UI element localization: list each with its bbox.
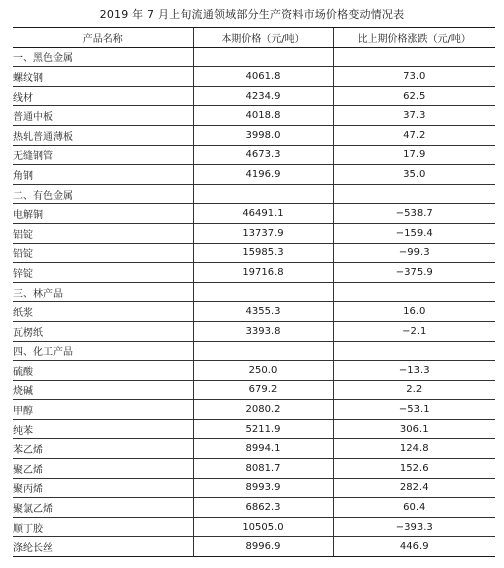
table-row xyxy=(13,537,495,557)
product-name-cell: 甲醇 xyxy=(13,400,193,420)
table-row xyxy=(13,145,495,165)
table-row xyxy=(13,361,495,381)
price-change-cell: 60.4 xyxy=(333,498,495,518)
price-change-cell: 17.9 xyxy=(333,145,495,165)
header-product-name: 产品名称 xyxy=(13,28,193,48)
product-name-cell: 聚乙烯 xyxy=(13,459,193,479)
current-price-cell: 8081.7 xyxy=(193,459,333,479)
header-price-change: 比上期价格涨跌（元/吨） xyxy=(333,28,495,48)
product-name-cell: 纸浆 xyxy=(13,302,193,322)
price-change-cell: 152.6 xyxy=(333,459,495,479)
product-name-cell: 角钢 xyxy=(13,165,193,185)
table-row xyxy=(13,106,495,126)
table-header-row xyxy=(13,28,495,48)
table-row xyxy=(13,243,495,263)
product-name-cell: 螺纹钢 xyxy=(13,67,193,87)
product-name-cell: 瓦楞纸 xyxy=(13,321,193,341)
current-price-cell: 4196.9 xyxy=(193,165,333,185)
product-name-cell: 涤纶长丝 xyxy=(13,537,193,557)
price-change-cell: −538.7 xyxy=(333,204,495,224)
table-row xyxy=(13,439,495,459)
section-label: 四、化工产品 xyxy=(13,341,193,361)
product-name-cell: 顺丁胶 xyxy=(13,517,193,537)
table-row xyxy=(13,321,495,341)
table-row xyxy=(13,400,495,420)
empty-cell xyxy=(193,282,333,302)
table-row xyxy=(13,302,495,322)
price-change-cell: 47.2 xyxy=(333,125,495,145)
table-row xyxy=(13,498,495,518)
header-current-price: 本期价格（元/吨） xyxy=(193,28,333,48)
price-change-cell: 306.1 xyxy=(333,419,495,439)
current-price-cell: 15985.3 xyxy=(193,243,333,263)
price-change-cell: 73.0 xyxy=(333,67,495,87)
section-row xyxy=(13,341,495,361)
empty-cell xyxy=(193,341,333,361)
price-change-cell: 282.4 xyxy=(333,478,495,498)
current-price-cell: 4234.9 xyxy=(193,86,333,106)
section-row xyxy=(13,47,495,67)
current-price-cell: 8996.9 xyxy=(193,537,333,557)
empty-cell xyxy=(333,282,495,302)
table-row xyxy=(13,380,495,400)
price-change-cell: 16.0 xyxy=(333,302,495,322)
product-name-cell: 电解铜 xyxy=(13,204,193,224)
price-change-cell: 35.0 xyxy=(333,165,495,185)
table-title: 2019 年 7 月上旬流通领域部分生产资料市场价格变动情况表 xyxy=(99,8,405,21)
price-change-cell: 124.8 xyxy=(333,439,495,459)
current-price-cell: 679.2 xyxy=(193,380,333,400)
product-name-cell: 线材 xyxy=(13,86,193,106)
product-name-cell: 聚丙烯 xyxy=(13,478,193,498)
current-price-cell: 6862.3 xyxy=(193,498,333,518)
price-change-cell: −393.3 xyxy=(333,517,495,537)
price-change-cell: 62.5 xyxy=(333,86,495,106)
product-name-cell: 聚氯乙烯 xyxy=(13,498,193,518)
product-name-cell: 硫酸 xyxy=(13,361,193,381)
product-name-cell: 烧碱 xyxy=(13,380,193,400)
current-price-cell: 13737.9 xyxy=(193,223,333,243)
current-price-cell: 250.0 xyxy=(193,361,333,381)
table-body xyxy=(13,47,495,556)
section-row xyxy=(13,282,495,302)
empty-cell xyxy=(333,184,495,204)
table-row xyxy=(13,125,495,145)
current-price-cell: 3393.8 xyxy=(193,321,333,341)
current-price-cell: 8994.1 xyxy=(193,439,333,459)
empty-cell xyxy=(193,184,333,204)
current-price-cell: 19716.8 xyxy=(193,263,333,283)
table-row xyxy=(13,67,495,87)
price-change-cell: 446.9 xyxy=(333,537,495,557)
price-change-cell: −2.1 xyxy=(333,321,495,341)
current-price-cell: 46491.1 xyxy=(193,204,333,224)
table-row xyxy=(13,165,495,185)
table-row xyxy=(13,86,495,106)
current-price-cell: 5211.9 xyxy=(193,419,333,439)
price-change-cell: 37.3 xyxy=(333,106,495,126)
product-name-cell: 铝锭 xyxy=(13,223,193,243)
current-price-cell: 8993.9 xyxy=(193,478,333,498)
current-price-cell: 4673.3 xyxy=(193,145,333,165)
product-name-cell: 苯乙烯 xyxy=(13,439,193,459)
empty-cell xyxy=(333,47,495,67)
price-change-cell: 2.2 xyxy=(333,380,495,400)
current-price-cell: 3998.0 xyxy=(193,125,333,145)
table-row xyxy=(13,204,495,224)
current-price-cell: 4018.8 xyxy=(193,106,333,126)
table-row xyxy=(13,459,495,479)
product-name-cell: 普通中板 xyxy=(13,106,193,126)
product-name-cell: 热轧普通薄板 xyxy=(13,125,193,145)
current-price-cell: 2080.2 xyxy=(193,400,333,420)
current-price-cell: 10505.0 xyxy=(193,517,333,537)
price-table xyxy=(13,27,495,557)
table-row xyxy=(13,223,495,243)
table-row xyxy=(13,478,495,498)
table-row xyxy=(13,419,495,439)
product-name-cell: 锌锭 xyxy=(13,263,193,283)
table-row xyxy=(13,263,495,283)
price-change-cell: −159.4 xyxy=(333,223,495,243)
product-name-cell: 无缝钢管 xyxy=(13,145,193,165)
empty-cell xyxy=(333,341,495,361)
price-change-cell: −375.9 xyxy=(333,263,495,283)
section-label: 二、有色金属 xyxy=(13,184,193,204)
product-name-cell: 铅锭 xyxy=(13,243,193,263)
section-label: 一、黑色金属 xyxy=(13,47,193,67)
section-label: 三、林产品 xyxy=(13,282,193,302)
price-change-cell: −53.1 xyxy=(333,400,495,420)
empty-cell xyxy=(193,47,333,67)
price-change-cell: −99.3 xyxy=(333,243,495,263)
current-price-cell: 4061.8 xyxy=(193,67,333,87)
table-row xyxy=(13,517,495,537)
price-change-cell: −13.3 xyxy=(333,361,495,381)
section-row xyxy=(13,184,495,204)
product-name-cell: 纯苯 xyxy=(13,419,193,439)
current-price-cell: 4355.3 xyxy=(193,302,333,322)
